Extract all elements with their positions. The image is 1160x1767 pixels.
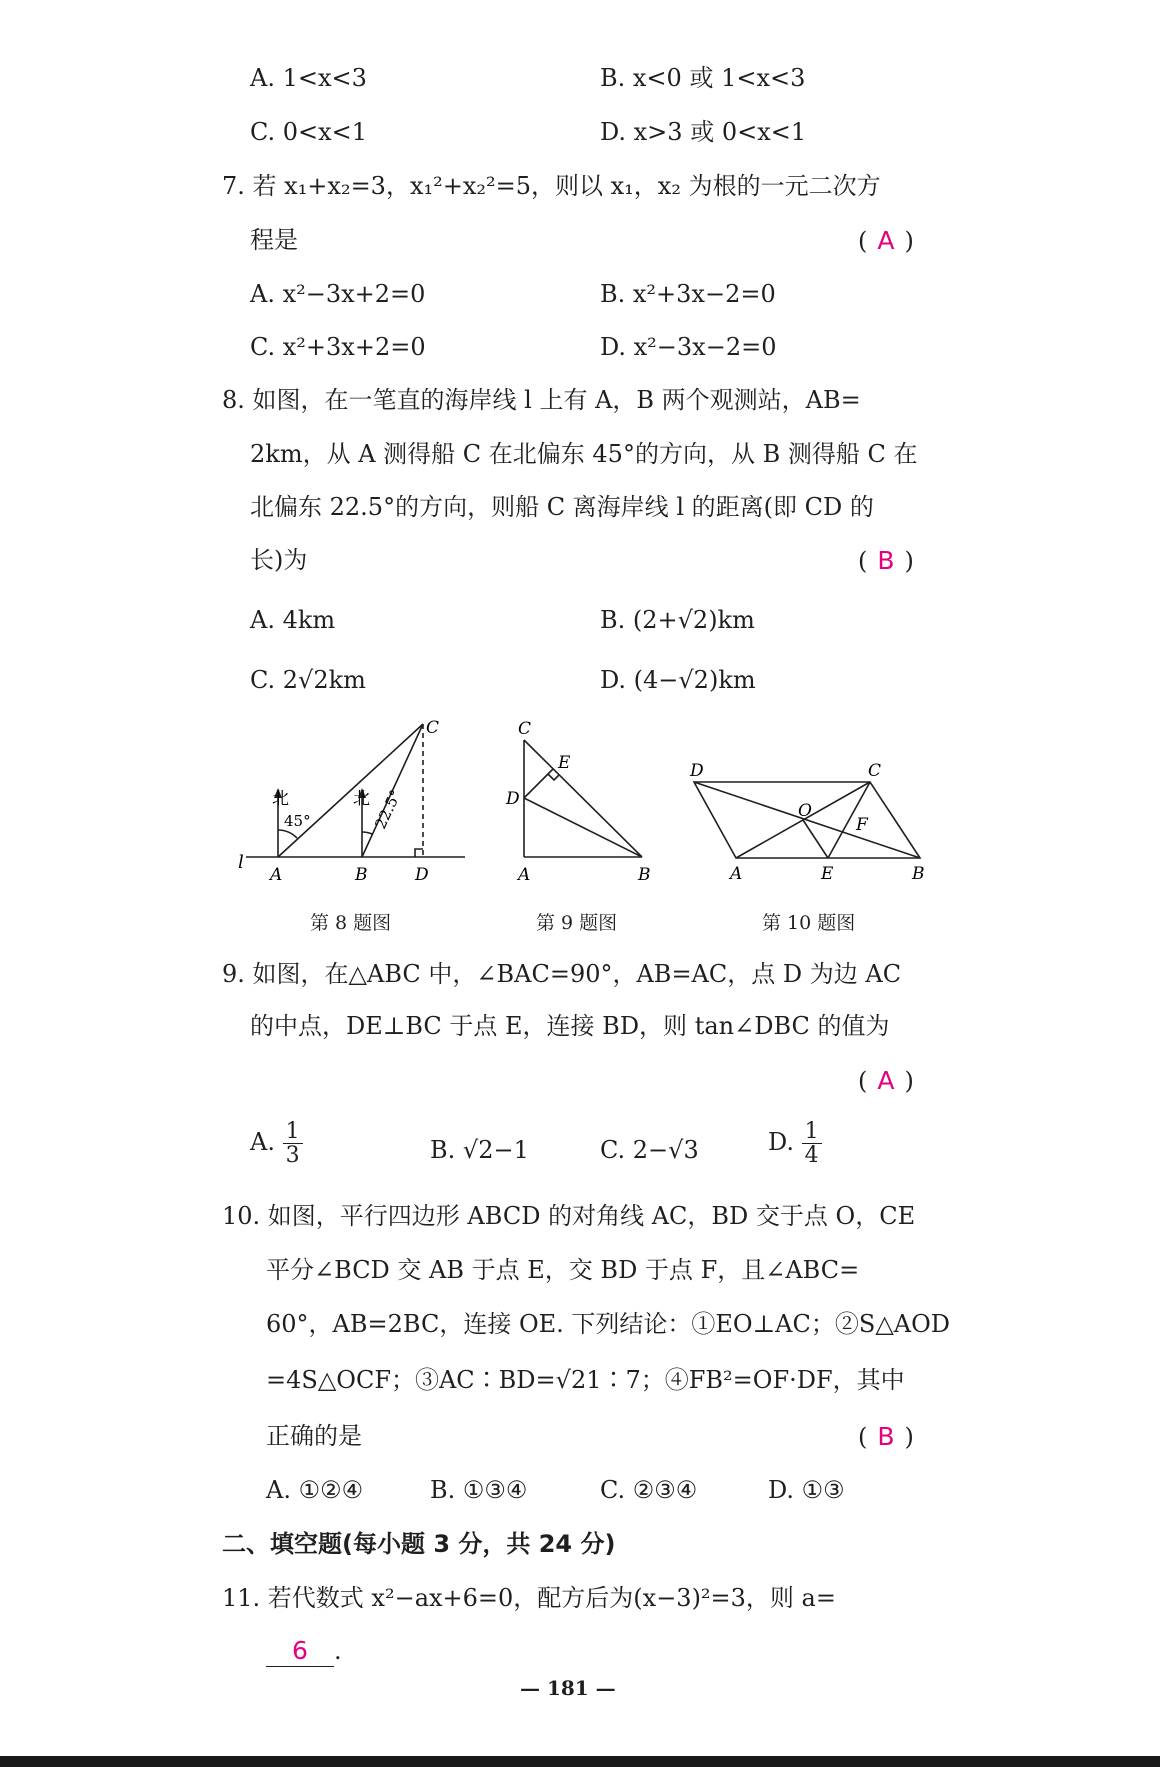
fig8-label-angle-22-5: 22.5° <box>371 787 405 832</box>
q9-option-b: B. √2−1 <box>430 1136 529 1164</box>
q9-option-d-denominator: 4 <box>804 1143 819 1169</box>
q8-stem-line2: 2km，从 A 测得船 C 在北偏东 45°的方向，从 B 测得船 C 在 <box>250 440 918 468</box>
fig9-label-e: E <box>558 753 571 773</box>
q8-option-b: B. (2+√2)km <box>600 606 755 634</box>
fig10-caption: 第 10 题图 <box>762 912 856 934</box>
fig8-label-d: D <box>415 865 429 885</box>
q8-option-c: C. 2√2km <box>250 666 366 694</box>
q10-stem-line1: 10. 如图，平行四边形 ABCD 的对角线 AC，BD 交于点 O，CE <box>222 1202 916 1230</box>
q9-option-a-fraction <box>283 1120 303 1167</box>
q9-option-c: C. 2−√3 <box>600 1136 699 1164</box>
q7-stem-line2: 程是 <box>250 226 298 254</box>
q8-answer: B <box>877 546 895 575</box>
bottom-bar <box>0 1756 1160 1767</box>
q8-stem-line4: 长)为 <box>250 546 308 574</box>
q9-option-d-fraction <box>802 1120 822 1167</box>
fig10-label-c: C <box>868 761 882 781</box>
figure-10 <box>680 752 940 892</box>
q9-option-d <box>768 1120 822 1167</box>
fig10-label-b: B <box>912 864 925 884</box>
q11-end-mark: . <box>334 1637 342 1665</box>
q7-option-d: D. x²−3x−2=0 <box>600 333 777 361</box>
section-2-title: 二、填空题(每小题 3 分，共 24 分) <box>222 1530 616 1558</box>
fig10-label-d: D <box>690 761 704 781</box>
q9-option-a-denominator: 3 <box>285 1143 300 1169</box>
fig8-label-north-a: 北 <box>272 789 289 809</box>
q9-stem-line2: 的中点，DE⊥BC 于点 E，连接 BD，则 tan∠DBC 的值为 <box>250 1012 890 1040</box>
fig9-label-b: B <box>638 865 651 885</box>
q8-option-a: A. 4km <box>250 606 336 634</box>
q10-stem-line4: =4S△OCF；③AC∶BD=√21∶7；④FB²=OF·DF，其中 <box>266 1366 905 1394</box>
fig10-label-a: A <box>730 864 743 884</box>
fig8-caption: 第 8 题图 <box>310 912 392 934</box>
fig8-label-b: B <box>355 865 368 885</box>
q8-stem-line1: 8. 如图，在一笔直的海岸线 l 上有 A，B 两个观测站，AB= <box>222 386 861 414</box>
q7-stem-line1: 7. 若 x₁+x₂=3，x₁²+x₂²=5，则以 x₁，x₂ 为根的一元二次方 <box>222 172 881 200</box>
q10-answer: B <box>877 1422 895 1451</box>
q10-option-c: C. ②③④ <box>600 1476 698 1504</box>
q9-option-d-prefix: D. <box>768 1128 795 1157</box>
fig9-label-c: C <box>518 719 532 739</box>
q8-answer-bracket: ( B ) <box>858 546 914 575</box>
fig9-label-a: A <box>518 865 531 885</box>
q7-option-c: C. x²+3x+2=0 <box>250 333 426 361</box>
q6-option-b: B. x<0 或 1<x<3 <box>600 64 806 92</box>
fig10-label-f: F <box>856 815 868 835</box>
q10-stem-line3: 60°，AB=2BC，连接 OE. 下列结论：①EO⊥AC；②S△AOD <box>266 1310 951 1338</box>
q9-stem-line1: 9. 如图，在△ABC 中，∠BAC=90°，AB=AC，点 D 为边 AC <box>222 960 902 988</box>
fig9-caption: 第 9 题图 <box>536 912 618 934</box>
q10-option-b: B. ①③④ <box>430 1476 528 1504</box>
figure-8 <box>230 712 470 892</box>
q9-option-a-prefix: A. <box>250 1128 275 1157</box>
q7-option-b: B. x²+3x−2=0 <box>600 280 776 308</box>
q8-option-d: D. (4−√2)km <box>600 666 756 694</box>
q6-option-a: A. 1<x<3 <box>250 64 367 92</box>
q9-answer-bracket: ( A ) <box>858 1066 914 1095</box>
fig8-label-a: A <box>270 865 283 885</box>
q7-answer-bracket: ( A ) <box>858 226 914 255</box>
q9-option-a-numerator: 1 <box>283 1120 303 1144</box>
q10-option-d: D. ①③ <box>768 1476 845 1504</box>
fig8-label-north-b: 北 <box>353 789 370 809</box>
fig8-label-angle-45: 45° <box>284 812 311 830</box>
q11-stem-line1: 11. 若代数式 x²−ax+6=0，配方后为(x−3)²=3，则 a= <box>222 1584 836 1612</box>
figure-9 <box>498 712 658 892</box>
q11-answer: 6 <box>292 1636 308 1665</box>
q10-answer-bracket: ( B ) <box>858 1422 914 1451</box>
q9-option-a <box>250 1120 303 1167</box>
fig10-label-o: O <box>798 801 812 821</box>
q8-stem-line3: 北偏东 22.5°的方向，则船 C 离海岸线 l 的距离(即 CD 的 <box>250 493 874 521</box>
fig8-label-l: l <box>238 852 244 873</box>
q9-option-d-numerator: 1 <box>802 1120 822 1144</box>
fig10-label-e: E <box>821 864 834 884</box>
q10-stem-line5: 正确的是 <box>266 1422 362 1450</box>
q9-answer: A <box>877 1066 895 1095</box>
q6-option-d: D. x>3 或 0<x<1 <box>600 118 807 146</box>
q7-option-a: A. x²−3x+2=0 <box>250 280 426 308</box>
q6-option-c: C. 0<x<1 <box>250 118 368 146</box>
q7-answer: A <box>877 226 895 255</box>
q11-answer-line <box>266 1636 342 1667</box>
fig9-label-d: D <box>506 789 520 809</box>
q10-option-a: A. ①②④ <box>266 1476 364 1504</box>
q11-answer-blank <box>266 1636 334 1667</box>
fig8-label-c: C <box>426 718 440 738</box>
page-number: — 181 — <box>520 1676 616 1700</box>
q10-stem-line2: 平分∠BCD 交 AB 于点 E，交 BD 于点 F，且∠ABC= <box>266 1256 860 1284</box>
